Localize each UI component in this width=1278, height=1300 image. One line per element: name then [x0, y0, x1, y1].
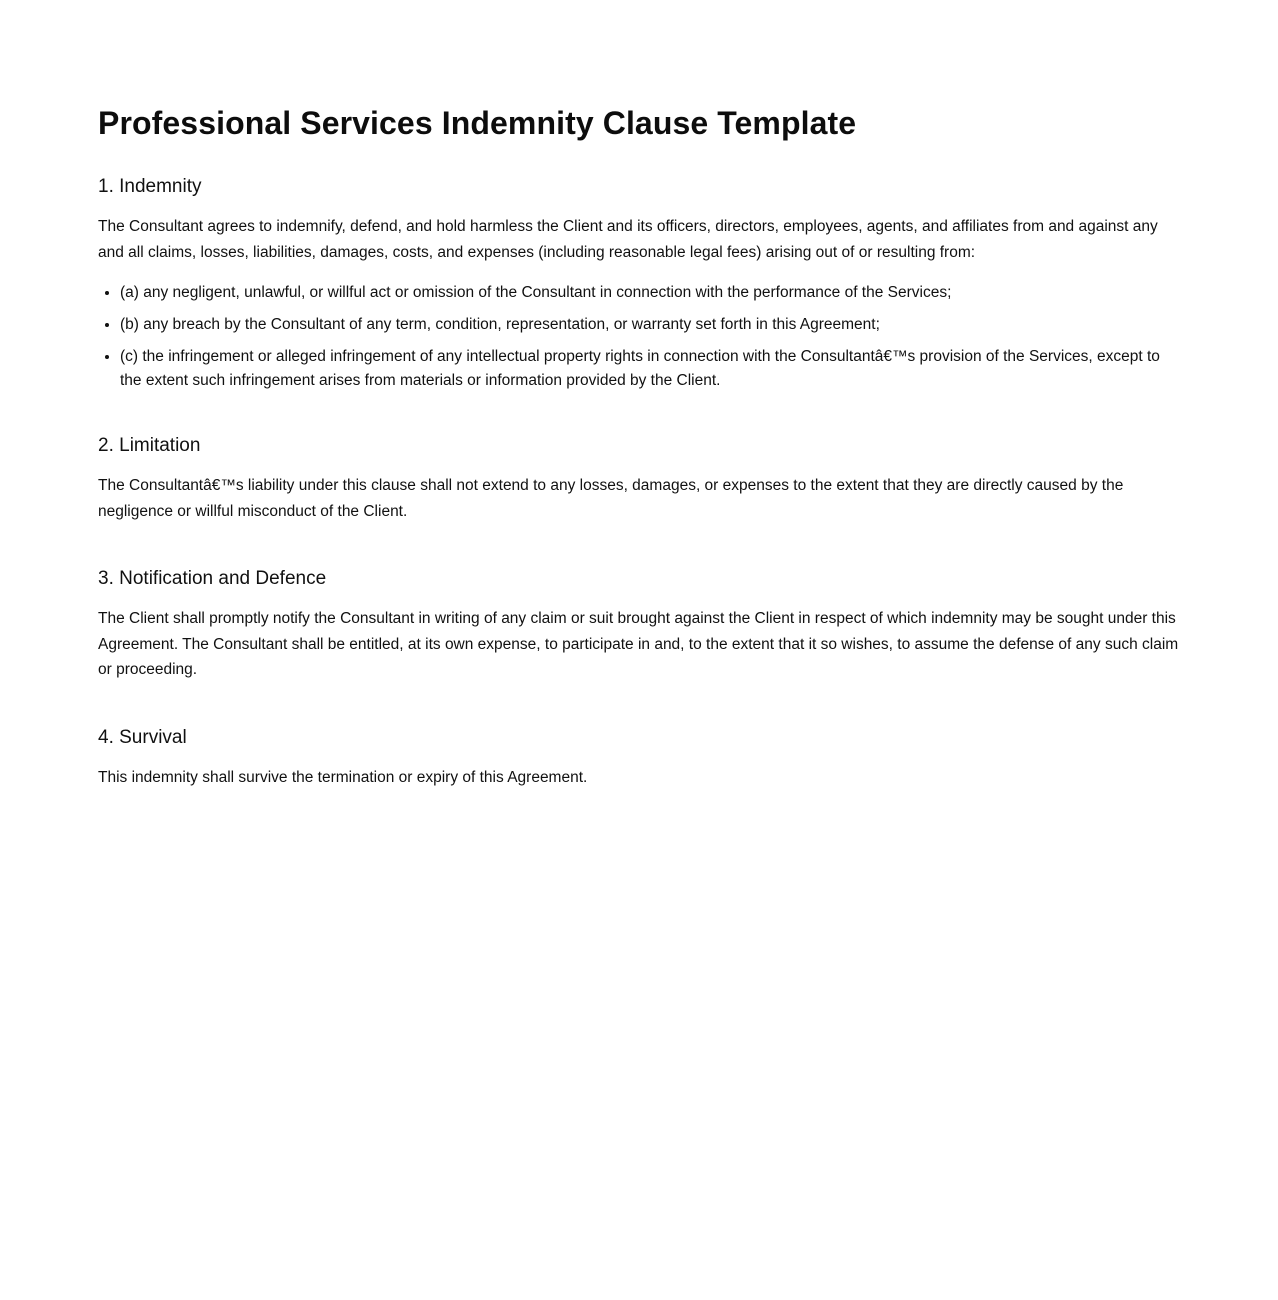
section-indemnity: [98, 175, 1180, 393]
section-heading: 3. Notification and Defence: [98, 568, 327, 589]
list-item: • (a) any negligent, unlawful, or willful act or omission of the Consultant in connection with the performance of the Services;: [120, 281, 1180, 305]
list-item: • (b) any breach by the Consultant of any term, condition, representation, or warranty set forth in this Agreement;: [120, 313, 1180, 337]
section-heading: 4. Survival: [98, 726, 187, 748]
indemnity-list: [98, 281, 1180, 393]
section-limitation: [98, 434, 1180, 524]
section-paragraph: This indemnity shall survive the termination or expiry of this Agreement.: [98, 768, 588, 786]
section-notification: [98, 567, 1180, 683]
list-item: • (c) the infringement or alleged infringement of any intellectual property rights in connection with the Consultantâ€™s provision of the Services, except to the extent such infringement arises from materials or information provided by the Client.: [120, 345, 1180, 393]
section-paragraph: The Consultantâ€™s liability under this clause shall not extend to any losses, damages, or expenses to the extent that they are directly caused by the negligence or willful misconduct of the Client.: [98, 477, 1124, 520]
section-survival: [98, 726, 1180, 791]
section-heading: 1. Indemnity: [98, 176, 202, 197]
section-paragraph: The Client shall promptly notify the Consultant in writing of any claim or suit brought against the Client in respect of which indemnity may be sought under this Agreement. The Consultant shall be entitled, at its own expense, to participate in and, to the extent that it so wishes, to assume the defense of any such claim or proceeding.: [98, 610, 1179, 678]
document-title: Professional Services Indemnity Clause Template: [98, 105, 857, 141]
section-paragraph: The Consultant agrees to indemnify, defend, and hold harmless the Client and its officers, directors, employees, agents, and affiliates from and against any and all claims, losses, liabilities, damages, costs, and expenses (including reasonable legal fees) arising out of or resulting from:: [98, 218, 1158, 261]
section-heading: 2. Limitation: [98, 435, 201, 456]
